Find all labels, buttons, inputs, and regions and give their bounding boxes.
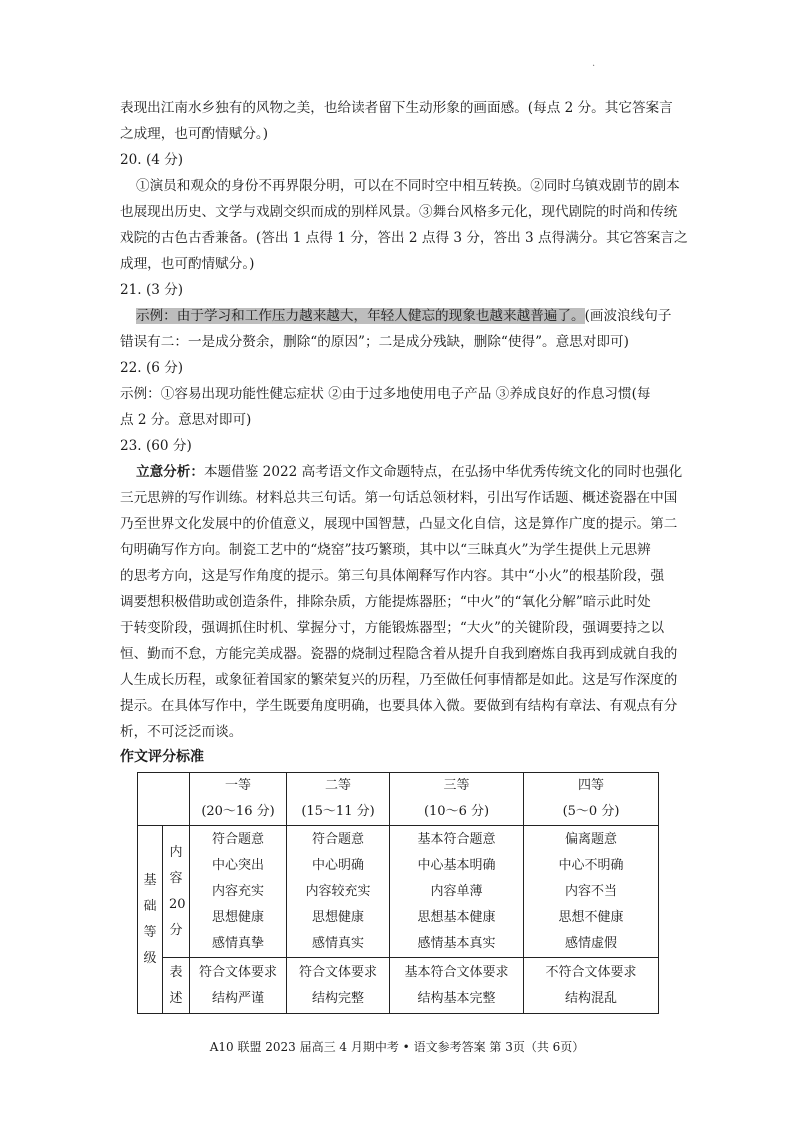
text-line: 表现出江南水乡独有的风物之美，也给读者留下生动形象的画面感。(每点 2 分。其它答案言 [120,100,673,116]
criterion: 结构严谨 [211,990,264,1006]
criterion: 内容较充实 [305,883,371,899]
question-22-answer [120,381,692,433]
text-fragment: (画波浪线句子 [584,308,672,324]
question-21-explanation [120,329,692,355]
highlighted-sentence: 示例：由于学习和工作压力越来越大，年轻人健忘的现象也越来越普遍了。 [136,308,585,324]
question-23-label: 23. (60 分) [120,438,192,454]
text-line: 乃至世界文化发展中的价值意义，展现中国智慧，凸显文化自信，这是算作广度的提示。第二 [120,516,678,532]
grade-range: (5～0 分) [562,804,620,819]
row-header-content [163,826,190,958]
text-line: 成理，也可酌情赋分。) [120,256,255,272]
vertical-text: 内容20分 [169,844,186,938]
answer-continuation [120,95,692,147]
text-line: 恒、勤而不怠，方能完美成器。瓷器的烧制过程隐含着从提升自我到磨炼自我再到成就自我的 [120,646,678,662]
table-row [138,826,659,958]
table-row [138,773,659,826]
criterion: 思想健康 [311,909,364,925]
text-fragment: 本题借鉴 2022 高考语文作文命题特点，在弘扬中华优秀传统文化的同时也强化 [203,464,683,480]
row-header-expression [163,958,190,1014]
vertical-text: 基础等级 [143,872,157,966]
grade-name: 二等 [324,778,351,793]
criterion: 感情真挚 [211,935,264,951]
criterion: 感情基本真实 [417,935,496,951]
rubric-title: 作文评分标准 [120,749,204,765]
text-line: 析，不可泛泛而谈。 [120,724,243,740]
question-23-analysis [120,485,692,745]
expression-cell [524,958,659,1014]
table-row [138,958,659,1014]
table-corner-cell [138,773,190,826]
text-line: 调要想积极借助或创造条件，排除杂质，方能提炼器胚；“中火”的“氧化分解”暗示此时处 [120,594,651,610]
criterion: 内容充实 [211,883,264,899]
text-line [136,459,692,485]
text-line: 人生成长历程，或象征着国家的繁荣复兴的历程，乃至做任何事情都是如此。这是写作深度的 [120,672,678,688]
expression-cell [190,958,287,1014]
criterion: 不符合文体要求 [545,964,637,980]
question-21-answer [136,303,692,329]
grade-header [287,773,390,826]
grade-range: (20～16 分) [201,804,275,819]
criterion: 基本符合题意 [417,831,496,847]
text-line: 提示。在具体写作中，学生既要角度明确，也要具体入微。要做到有结构有章法、有观点有分 [120,698,678,714]
grade-name: 三等 [443,778,470,793]
text-line [136,303,692,329]
question-22-label: 22. (6 分) [120,360,184,376]
text-line: 示例：①容易出现功能性健忘症状 ②由于过多地使用电子产品 ③养成良好的作息习惯(每 [120,386,651,402]
criterion: 感情真实 [311,935,364,951]
page-footer: A10 联盟 2023 届高三 4 月期中考 • 语文参考答案 第 3页（共 6页） [209,1040,585,1054]
grade-header [190,773,287,826]
text-line: 错误有二：一是成分赘余，删除“的原因”；二是成分残缺，删除“使得”。意思对即可) [120,334,629,350]
criterion: 偏离题意 [564,831,617,847]
question-20-answer-cont [120,199,692,277]
row-header-basic-level [138,826,163,1014]
criterion: 思想健康 [211,909,264,925]
text-line: 点 2 分。意思对即可) [120,412,252,428]
grade-range: (15～11 分) [301,804,375,819]
text-line: 三元思辨的写作训练。材料总共三句话。第一句话总领材料，引出写作话题、概述瓷器在中国 [120,490,678,506]
analysis-label: 立意分析： [136,464,204,480]
grade-range: (10～6 分) [423,804,490,819]
expression-cell [287,958,390,1014]
criterion: 中心突出 [211,857,264,873]
question-23-analysis-first [136,459,692,485]
content-cell [524,826,659,958]
text-line: 于转变阶段，强调抓住时机、掌握分寸，方能锻炼器型；“大火”的关键阶段，强调要持之以 [120,620,665,636]
criterion: 中心明确 [311,857,364,873]
criterion: 中心基本明确 [417,857,496,873]
criterion: 感情虚假 [564,935,617,951]
question-20-answer [120,173,692,199]
criterion: 结构混乱 [564,990,617,1006]
content-cell [390,826,524,958]
corner-mark: . [592,58,596,69]
text-line: 句明确写作方向。制瓷工艺中的“烧窑”技巧繁琐，其中以“三昧真火”为学生提供上元思辨 [120,542,651,558]
grade-name: 四等 [577,778,604,793]
vertical-text: 表述 [169,964,183,1006]
question-20-label: 20. (4 分) [120,152,184,168]
content-cell [287,826,390,958]
text-line: 的思考方向，这是写作角度的提示。第三句具体阐释写作内容。其中“小火”的根基阶段，强 [120,568,665,584]
criterion: 符合文体要求 [298,964,377,980]
text-line: 戏院的古色古香兼备。(答出 1 点得 1 分，答出 2 点得 3 分，答出 3 点得满分。其它答案言之 [120,230,688,246]
criterion: 基本符合文体要求 [404,964,509,980]
text-line: 之成理，也可酌情赋分。) [120,126,269,142]
criterion: 结构基本完整 [417,990,496,1006]
text-line: 也展现出历史、文学与戏剧交织而成的别样风景。③舞台风格多元化，现代剧院的时尚和传统 [120,204,678,220]
criterion: 内容不当 [564,883,617,899]
criterion: 结构完整 [311,990,364,1006]
grade-header [390,773,524,826]
grade-name: 一等 [224,778,251,793]
rubric-table [137,772,659,1014]
criterion: 中心不明确 [558,857,624,873]
question-21-label: 21. (3 分) [120,282,184,298]
criterion: 符合题意 [211,831,264,847]
criterion: 内容单薄 [430,883,483,899]
grade-header [524,773,659,826]
criterion: 符合题意 [311,831,364,847]
criterion: 思想不健康 [558,909,624,925]
content-cell [190,826,287,958]
criterion: 符合文体要求 [198,964,277,980]
text-line: ①演员和观众的身份不再界限分明，可以在不同时空中相互转换。②同时乌镇戏剧节的剧本 [136,178,680,194]
criterion: 思想基本健康 [417,909,496,925]
expression-cell [390,958,524,1014]
